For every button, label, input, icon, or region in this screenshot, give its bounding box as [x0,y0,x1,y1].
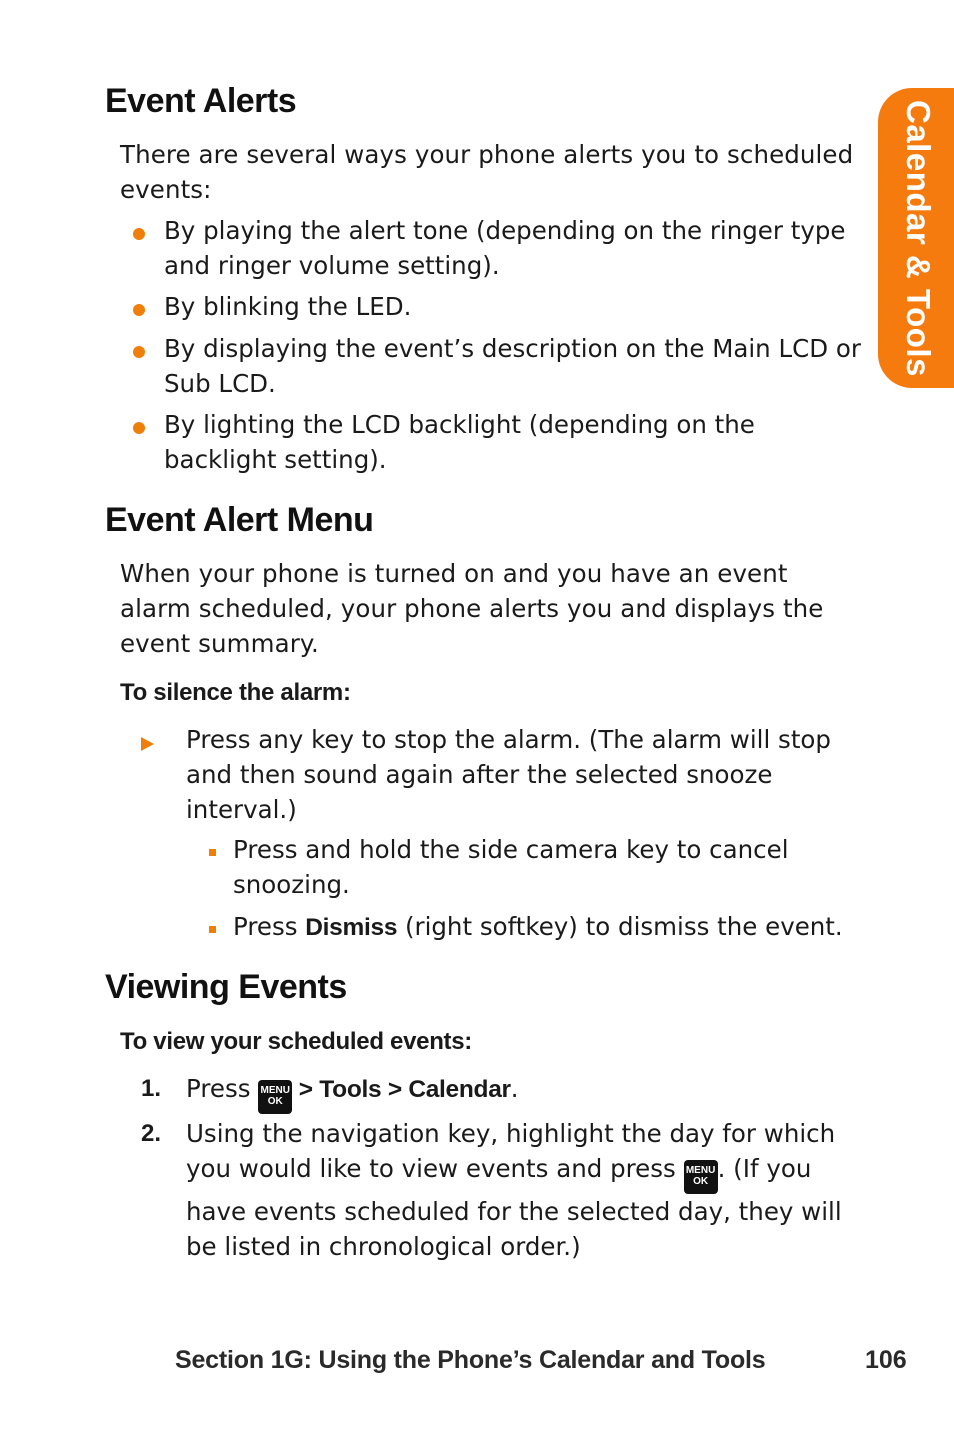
step-text: . [510,1074,519,1103]
step-view-day [186,1116,851,1264]
menu-ok-key-icon: MENU OK [258,1080,292,1114]
section-tab [878,88,954,388]
menu-path: > Tools > Calendar [292,1076,511,1103]
substep-cancel-snooze: Press and hold the side camera key to cancel snoozing. [233,835,789,899]
section-tab-label: Calendar & Tools [900,99,937,377]
list-item: By displaying the event’s description on the Main LCD or Sub LCD. [164,334,861,398]
footer-section-title: Section 1G: Using the Phone’s Calendar and Tools [175,1346,766,1374]
step-text: Using the navigation key, highlight the day for which you would like to view events and press [186,1119,836,1183]
bullet-icon [133,228,145,240]
list-item: By playing the alert tone (depending on the ringer type and ringer volume setting). [164,216,846,280]
step-text: Press [186,1074,259,1103]
arrow-bullet-icon [141,737,154,751]
list-item: By lighting the LCD backlight (depending on the backlight setting). [164,410,755,474]
subheading-view-events: To view your scheduled events: [120,1028,472,1055]
heading-event-alert-menu: Event Alert Menu [105,501,374,539]
subheading-silence-alarm: To silence the alarm: [120,679,351,706]
dismiss-softkey-label: Dismiss [305,914,398,941]
event-alerts-intro: There are several ways your phone alerts you to scheduled events: [120,140,854,204]
step-text: . (If you have events scheduled for the selected day, they will be listed in chronological order.) [186,1154,842,1261]
bullet-icon [133,304,145,316]
list-item: By blinking the LED. [164,292,412,321]
step-stop-alarm: Press any key to stop the alarm. (The alarm will stop and then sound again after the selected snooze interval.) [186,725,831,824]
dismiss-pre-text: Press [233,912,306,941]
square-bullet-icon [209,926,216,933]
step-open-calendar [186,1071,866,1114]
dismiss-post-text: (right softkey) to dismiss the event. [397,912,843,941]
heading-event-alerts: Event Alerts [105,82,297,120]
step-number: 2. [141,1120,162,1147]
bullet-icon [133,422,145,434]
square-bullet-icon [209,849,216,856]
event-alert-menu-intro: When your phone is turned on and you have an event alarm scheduled, your phone alerts you and displays the event summary. [120,559,824,658]
bullet-icon [133,346,145,358]
heading-viewing-events: Viewing Events [105,968,347,1006]
step-number: 1. [141,1075,162,1102]
substep-dismiss [233,909,873,945]
menu-ok-key-icon: MENU OK [684,1160,718,1194]
page-number: 106 [865,1346,907,1374]
